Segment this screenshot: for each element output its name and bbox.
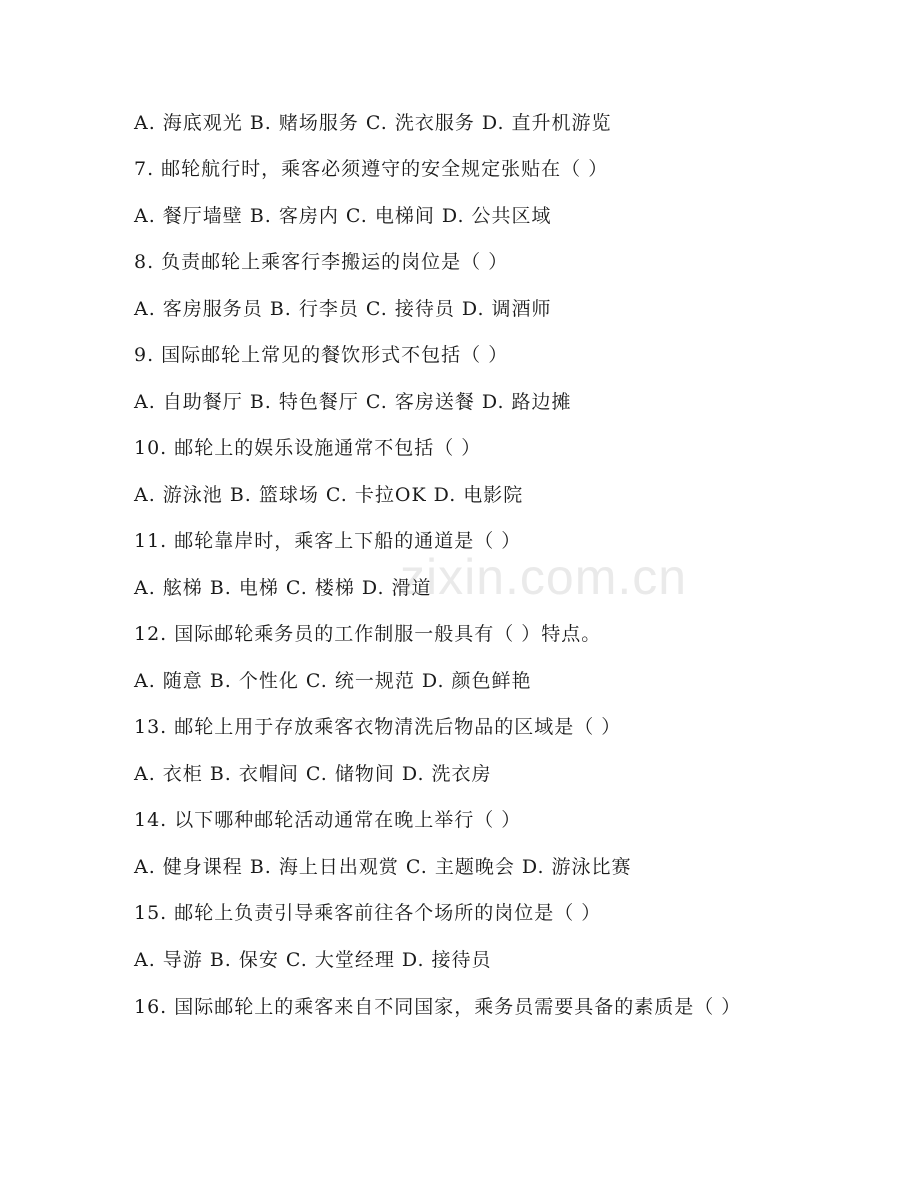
question-13: 13. 邮轮上用于存放乘客衣物清洗后物品的区域是（ ） — [134, 716, 622, 738]
option-line-q7: A. 餐厅墙壁 B. 客房内 C. 电梯间 D. 公共区域 — [134, 205, 552, 227]
option-line-q14: A. 健身课程 B. 海上日出观赏 C. 主题晚会 D. 游泳比赛 — [134, 856, 632, 878]
question-16: 16. 国际邮轮上的乘客来自不同国家，乘务员需要具备的素质是（ ） — [134, 996, 742, 1018]
question-10: 10. 邮轮上的娱乐设施通常不包括（ ） — [134, 437, 482, 459]
watermark: zixin.com.cn — [400, 549, 688, 605]
question-11: 11. 邮轮靠岸时，乘客上下船的通道是（ ） — [134, 530, 522, 552]
question-9: 9. 国际邮轮上常见的餐饮形式不包括（ ） — [134, 344, 509, 366]
option-line-q8: A. 客房服务员 B. 行李员 C. 接待员 D. 调酒师 — [134, 298, 552, 320]
option-line-q11: A. 舷梯 B. 电梯 C. 楼梯 D. 滑道 — [134, 577, 432, 599]
question-15: 15. 邮轮上负责引导乘客前往各个场所的岗位是（ ） — [134, 902, 602, 924]
option-line-q6: A. 海底观光 B. 赌场服务 C. 洗衣服务 D. 直升机游览 — [134, 112, 612, 134]
option-line-q13: A. 衣柜 B. 衣帽间 C. 储物间 D. 洗衣房 — [134, 763, 492, 785]
option-line-q15: A. 导游 B. 保安 C. 大堂经理 D. 接待员 — [134, 949, 492, 971]
option-line-q12: A. 随意 B. 个性化 C. 统一规范 D. 颜色鲜艳 — [134, 670, 532, 692]
question-12: 12. 国际邮轮乘务员的工作制服一般具有（ ）特点。 — [134, 623, 602, 645]
question-14: 14. 以下哪种邮轮活动通常在晚上举行（ ） — [134, 809, 522, 831]
option-line-q10: A. 游泳池 B. 篮球场 C. 卡拉OK D. 电影院 — [134, 484, 524, 506]
question-7: 7. 邮轮航行时，乘客必须遵守的安全规定张贴在（ ） — [134, 158, 609, 180]
question-8: 8. 负责邮轮上乘客行李搬运的岗位是（ ） — [134, 251, 509, 273]
option-line-q9: A. 自助餐厅 B. 特色餐厅 C. 客房送餐 D. 路边摊 — [134, 391, 572, 413]
